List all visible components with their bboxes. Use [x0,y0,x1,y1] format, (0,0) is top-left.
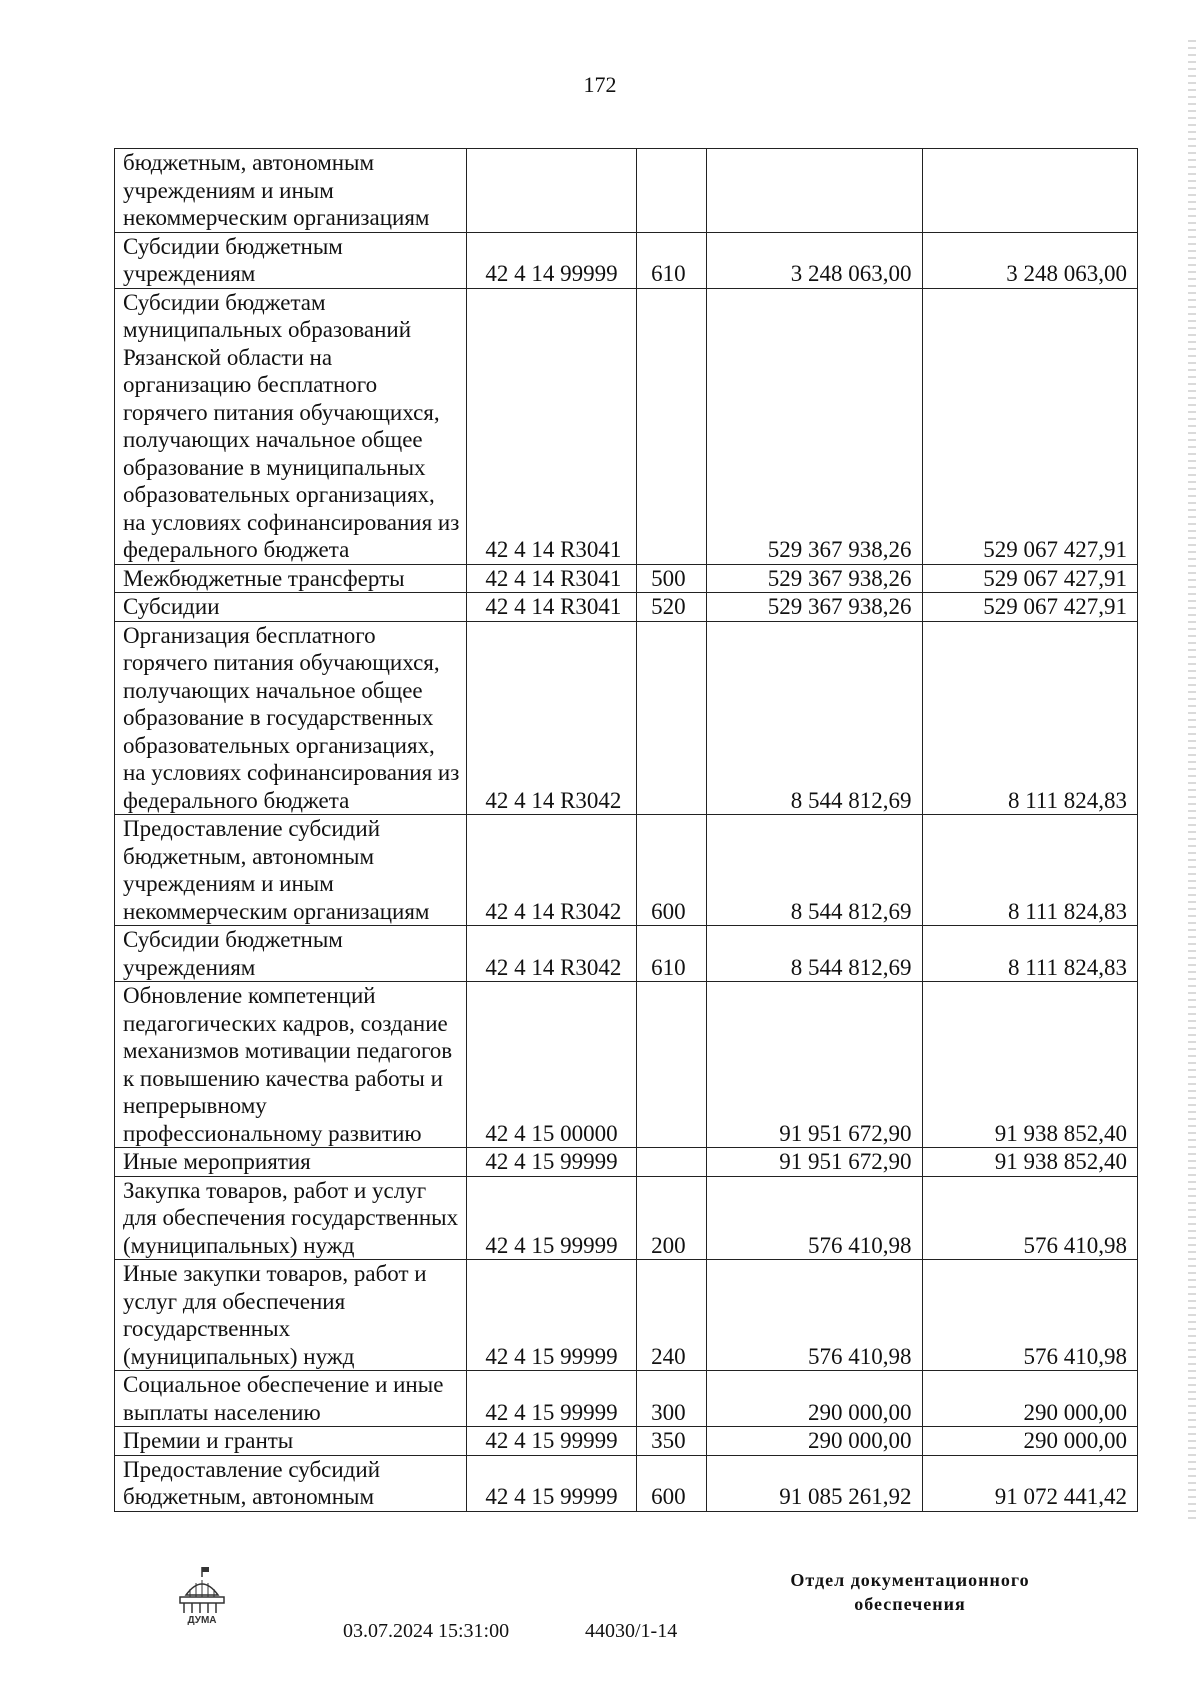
row-amount-2-cell: 91 938 852,40 [922,1148,1137,1177]
row-amount-1-cell: 91 951 672,90 [707,982,922,1148]
table-row [115,926,1138,982]
row-amount-1-cell: 576 410,98 [707,1176,922,1260]
row-amount-2-cell: 91 072 441,42 [922,1455,1137,1511]
row-expense-type-cell [637,1148,707,1177]
table-row [115,593,1138,622]
document-number: 44030/1-14 [585,1620,678,1642]
row-code-cell: 42 4 15 99999 [467,1148,637,1177]
row-code-cell: 42 4 15 99999 [467,1455,637,1511]
table-row [115,1455,1138,1511]
table-row [115,564,1138,593]
row-name: Межбюджетные трансферты [123,565,405,591]
row-expense-type-cell: 600 [637,815,707,926]
table-row [115,982,1138,1148]
row-amount-1-cell: 91 085 261,92 [707,1455,922,1511]
row-name-cell [115,1260,467,1371]
budget-table [114,148,1138,1512]
row-code-cell: 42 4 14 R3042 [467,815,637,926]
row-amount-1-cell: 8 544 812,69 [707,815,922,926]
row-code-cell: 42 4 14 R3041 [467,564,637,593]
registration-date: 03.07.2024 15:31:00 [343,1620,510,1642]
row-amount-2-cell: 290 000,00 [922,1427,1137,1456]
row-code-cell: 42 4 15 99999 [467,1176,637,1260]
row-expense-type-cell [637,149,707,233]
table-row [115,815,1138,926]
row-name: бюджетным, автономным учреждениям и иным некоммерческим организациям [123,150,430,230]
row-name: Субсидии бюджетным учреждениям [123,233,343,286]
row-amount-1-cell: 529 367 938,26 [707,288,922,564]
row-name-cell [115,982,467,1148]
row-expense-type-cell: 240 [637,1260,707,1371]
row-name-cell [115,1427,467,1456]
row-name-cell [115,815,467,926]
row-expense-type-cell [637,288,707,564]
row-code-cell [467,149,637,233]
row-name-cell [115,1455,467,1511]
row-amount-2-cell: 576 410,98 [922,1176,1137,1260]
row-code-cell: 42 4 14 99999 [467,232,637,288]
row-amount-1-cell: 576 410,98 [707,1260,922,1371]
logo-text: ДУМА [187,1615,217,1626]
row-name-cell [115,621,467,815]
row-name: Иные закупки товаров, работ и услуг для обеспечения государственных (муниципальных) нужд [123,1261,427,1369]
row-amount-2-cell: 529 067 427,91 [922,288,1137,564]
row-amount-1-cell: 8 544 812,69 [707,926,922,982]
table-row [115,288,1138,564]
row-expense-type-cell: 610 [637,926,707,982]
row-name-cell [115,593,467,622]
row-amount-1-cell: 529 367 938,26 [707,564,922,593]
duma-logo-icon [172,1565,232,1627]
row-amount-1-cell [707,149,922,233]
table-row [115,232,1138,288]
row-amount-2-cell: 576 410,98 [922,1260,1137,1371]
table-row [115,1176,1138,1260]
budget-table-body [115,149,1138,1512]
row-expense-type-cell: 350 [637,1427,707,1456]
scan-edge-marks [1188,40,1196,1520]
row-code-cell: 42 4 14 R3041 [467,288,637,564]
row-amount-2-cell: 91 938 852,40 [922,982,1137,1148]
row-amount-1-cell: 529 367 938,26 [707,593,922,622]
row-amount-1-cell: 290 000,00 [707,1427,922,1456]
row-name-cell [115,1371,467,1427]
row-name: Субсидии бюджетам муниципальных образований Рязанской области на организацию бесплатного горячего питания обучающихся, получающих начальное общее образование в муниципальных образовательных организациях, на условиях софинансирования из федерального бюджета [123,289,460,562]
table-row [115,621,1138,815]
row-amount-1-cell: 8 544 812,69 [707,621,922,815]
row-name-cell [115,232,467,288]
row-name-cell [115,149,467,233]
row-expense-type-cell: 600 [637,1455,707,1511]
row-amount-2-cell: 8 111 824,83 [922,815,1137,926]
row-code-cell: 42 4 14 R3041 [467,593,637,622]
row-code-cell: 42 4 15 00000 [467,982,637,1148]
table-row [115,1148,1138,1177]
row-name: Иные мероприятия [123,1149,311,1174]
row-amount-2-cell: 529 067 427,91 [922,593,1137,622]
row-name-cell [115,288,467,564]
row-name: Предоставление субсидий бюджетным, автономным [123,1456,380,1509]
table-row [115,149,1138,233]
row-amount-1-cell: 3 248 063,00 [707,232,922,288]
row-name: Социальное обеспечение и иные выплаты населению [123,1372,444,1425]
logo-columns [184,1603,216,1613]
row-amount-2-cell: 8 111 824,83 [922,621,1137,815]
row-name: Закупка товаров, работ и услуг для обеспечения государственных (муниципальных) нужд [123,1177,459,1258]
row-name-cell [115,564,467,593]
row-expense-type-cell: 300 [637,1371,707,1427]
row-name: Предоставление субсидий бюджетным, автономным учреждениям и иным некоммерческим организациям [123,816,430,924]
page-number: 172 [583,72,617,97]
row-amount-2-cell: 529 067 427,91 [922,564,1137,593]
row-expense-type-cell [637,982,707,1148]
row-name-cell [115,926,467,982]
row-amount-1-cell: 91 951 672,90 [707,1148,922,1177]
row-expense-type-cell: 610 [637,232,707,288]
row-name: Премии и гранты [123,1428,294,1453]
row-name-cell [115,1176,467,1260]
row-code-cell: 42 4 15 99999 [467,1371,637,1427]
row-expense-type-cell: 500 [637,564,707,593]
row-expense-type-cell: 200 [637,1176,707,1260]
department-stamp: Отдел документационного обеспечения [790,1570,1030,1614]
row-name: Обновление компетенций педагогических кадров, создание механизмов мотивации педагогов к повышению качества работы и непрерывному профессиональному развитию [123,983,453,1146]
row-expense-type-cell: 520 [637,593,707,622]
table-row [115,1371,1138,1427]
row-expense-type-cell [637,621,707,815]
row-code-cell: 42 4 14 R3042 [467,926,637,982]
row-name: Организация бесплатного горячего питания обучающихся, получающих начальное общее образование в государственных образовательных организациях, на условиях софинансирования из федерального бюджета [123,622,460,813]
row-amount-2-cell [922,149,1137,233]
table-row [115,1260,1138,1371]
row-code-cell: 42 4 14 R3042 [467,621,637,815]
row-amount-1-cell: 290 000,00 [707,1371,922,1427]
row-name-cell [115,1148,467,1177]
row-name: Субсидии [123,594,220,619]
table-row [115,1427,1138,1456]
row-code-cell: 42 4 15 99999 [467,1260,637,1371]
row-code-cell: 42 4 15 99999 [467,1427,637,1456]
row-name: Субсидии бюджетным учреждениям [123,927,343,980]
row-amount-2-cell: 290 000,00 [922,1371,1137,1427]
row-amount-2-cell: 3 248 063,00 [922,232,1137,288]
row-amount-2-cell: 8 111 824,83 [922,926,1137,982]
